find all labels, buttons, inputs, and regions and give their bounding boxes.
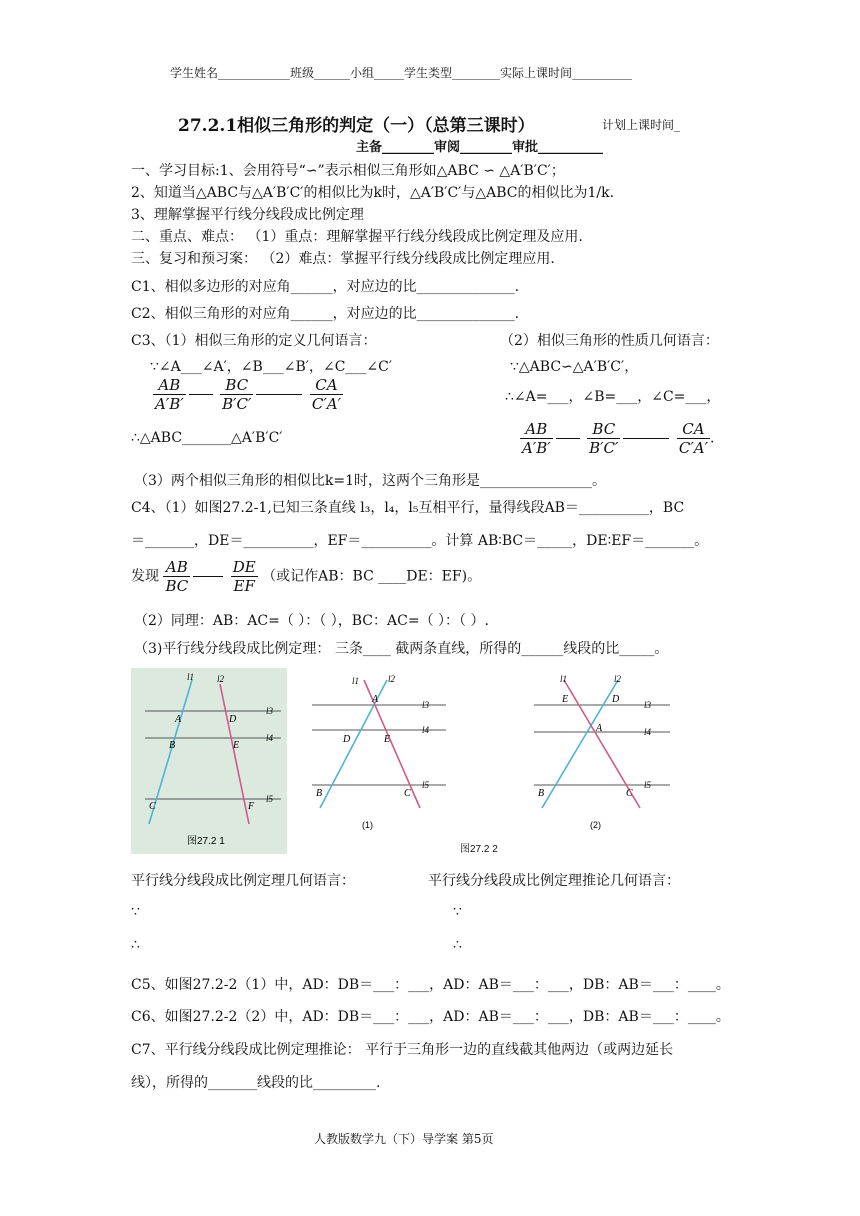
figure-27-2-2-part2 — [520, 668, 700, 854]
c3-item3: （3）两个相似三角形的相似比k=1时，这两个三角形是________________。 — [134, 473, 607, 489]
svg-text:A: A — [372, 694, 379, 705]
svg-text:D: D — [343, 734, 351, 745]
c4-line2: ＝_______，DE＝__________，EF＝__________。计算 AB∶BC＝_____，DE∶EF＝_______。 — [131, 533, 709, 549]
fig1-caption: 图27.2 1 — [187, 836, 225, 847]
c4-line1: C4、（1）如图27.2-1,已知三条直线 l₃，l₄，l₅互相平行，量得线段AB＝__________，BC — [131, 500, 685, 516]
svg-text:D: D — [612, 694, 620, 705]
svg-text:l1: l1 — [352, 676, 360, 686]
svg-text:l1: l1 — [560, 674, 568, 684]
question-c2: C2、相似三角形的对应角______，对应边的比______________. — [131, 306, 520, 322]
c4-line5: （3)平行线分线段成比例定理： 三条____ 截两条直线，所得的______线段的比_____。 — [134, 641, 669, 657]
objective-2: 2、知道当△ABC与△A′B′C′的相似比为k时，△A′B′C′与△ABC的相似比为1/k. — [131, 185, 615, 201]
question-c6: C6、如图27.2-2（2）中，AD：DB＝___：___，AD：AB＝___：___，DB：AB＝___：____。 — [131, 1009, 730, 1025]
svg-text:D: D — [229, 714, 237, 725]
c3-left-condition: ∵∠A___∠A′，∠B___∠B′，∠C___∠C′ — [150, 359, 393, 375]
figure-27-2-1 — [131, 668, 287, 854]
svg-text:C: C — [404, 788, 411, 799]
svg-text:l5: l5 — [266, 794, 274, 804]
key-points: 二、重点、难点： （1）重点：理解掌握平行线分线段成比例定理及应用. — [131, 229, 583, 245]
objective-3: 3、理解掌握平行线分线段成比例定理 — [131, 207, 364, 223]
svg-text:l3: l3 — [266, 706, 274, 716]
svg-text:l2: l2 — [217, 674, 225, 684]
c3-left-conclusion: ∴△ABC_______△A′B′C′ — [131, 430, 283, 446]
svg-text:F: F — [248, 801, 255, 812]
svg-text:A: A — [596, 723, 603, 734]
svg-text:l3: l3 — [644, 700, 652, 710]
student-info-line: 学生姓名____________班级______小组_____学生类型________实际上课时间__________ — [170, 66, 633, 80]
svg-text:C: C — [149, 801, 156, 812]
svg-text:l5: l5 — [422, 780, 430, 790]
meta-line: 主备________审阅________审批__________ — [356, 140, 604, 155]
svg-text:C: C — [626, 788, 633, 799]
theorem-therefore: ∴ — [131, 937, 140, 953]
c3-right-angles: ∴∠A=___，∠B=___，∠C=___， — [505, 389, 721, 405]
fraction-bc: $\frac{BC}{B'C'}$ — [222, 376, 252, 413]
svg-text:l2: l2 — [388, 674, 396, 684]
fig2-sub2-caption: (2) — [590, 820, 601, 830]
corollary-therefore: ∴ — [453, 937, 462, 953]
svg-text:E: E — [384, 734, 391, 745]
c4-found-label: 发现 — [131, 568, 159, 585]
fraction-bc-right: $\frac{BC}{B'C'}$ — [589, 420, 619, 457]
fraction-ab: $\frac{AB}{A'B'}$ — [155, 376, 184, 413]
fraction-ca: $\frac{CA}{C'A'}$ — [311, 376, 342, 413]
objective-1: 一、学习目标:1、会用符号“∽”表示相似三角形如△ABC ∽ △A′B′C′； — [131, 163, 565, 179]
svg-text:l3: l3 — [422, 700, 430, 710]
svg-text:E: E — [233, 740, 240, 751]
question-c5: C5、如图27.2-2（1）中，AD：DB＝___：___，AD：AB＝___：___，DB：AB＝___：____。 — [131, 977, 730, 993]
page-title: 27.2.1相似三角形的判定（一）（总第三课时） — [178, 116, 535, 136]
svg-text:l4: l4 — [644, 727, 652, 737]
question-c1: C1、相似多边形的对应角______，对应边的比______________. — [131, 279, 520, 295]
plan-time-label: 计划上课时间_ — [602, 118, 681, 132]
c4-line4: （2）同理：AB：AC=（ ）：（ ），BC：AC=（ ）：（ ）. — [134, 613, 489, 629]
c3-right-title: （2）相似三角形的性质几何语言： — [500, 333, 719, 349]
c3-left-fractions — [153, 376, 343, 413]
svg-text:l2: l2 — [614, 674, 622, 684]
fig2-sub1-caption: (1) — [362, 820, 373, 830]
theorem-geometry-label: 平行线分线段成比例定理几何语言： — [131, 873, 355, 889]
svg-text:A: A — [175, 714, 182, 725]
fraction-ca-right: $\frac{CA}{C'A'}$ — [678, 420, 709, 457]
page-footer: 人教版数学九（下）导学案 第5页 — [314, 1132, 494, 1146]
c4-alt-notation: （或记作AB：BC ____DE：EF)。 — [262, 568, 482, 585]
svg-text:l4: l4 — [266, 733, 274, 743]
svg-text:l4: l4 — [422, 725, 430, 735]
svg-text:B: B — [169, 740, 176, 751]
question-c7-line1: C7、平行线分线段成比例定理推论： 平行于三角形一边的直线截其他两边（或两边延长 — [131, 1042, 674, 1058]
fraction-de-ef: $\frac{DE}{EF}$ — [232, 558, 256, 595]
corollary-because: ∵ — [453, 904, 462, 920]
figure-27-2-2-part1 — [298, 668, 458, 854]
svg-text:E: E — [562, 694, 569, 705]
c4-line3 — [131, 558, 481, 595]
svg-text:B: B — [538, 788, 545, 799]
c3-right-fractions: $\frac{AB}{A'B'}$ $\frac{BC}{B'C'}$ $\frac{CA}{C'A'}$ . — [522, 420, 715, 457]
fraction-ab-bc: $\frac{AB}{BC}$ — [165, 558, 189, 595]
c3-right-condition: ∵△ABC∽△A′B′C′， — [510, 359, 639, 375]
svg-text:l5: l5 — [644, 780, 652, 790]
svg-text:l1: l1 — [187, 672, 195, 682]
review-section: 三、复习和预习案： （2）难点：掌握平行线分线段成比例定理应用. — [131, 251, 555, 267]
c3-left-title: C3、（1）相似三角形的定义几何语言： — [131, 333, 377, 349]
theorem-because: ∵ — [131, 904, 140, 920]
corollary-geometry-label: 平行线分线段成比例定理推论几何语言： — [428, 873, 680, 889]
fraction-ab-right: $\frac{AB}{A'B'}$ — [522, 420, 551, 457]
fig2-caption: 图27.2 2 — [460, 844, 498, 855]
svg-text:B: B — [316, 788, 323, 799]
question-c7-line2: 线），所得的_______线段的比_________. — [131, 1075, 381, 1091]
